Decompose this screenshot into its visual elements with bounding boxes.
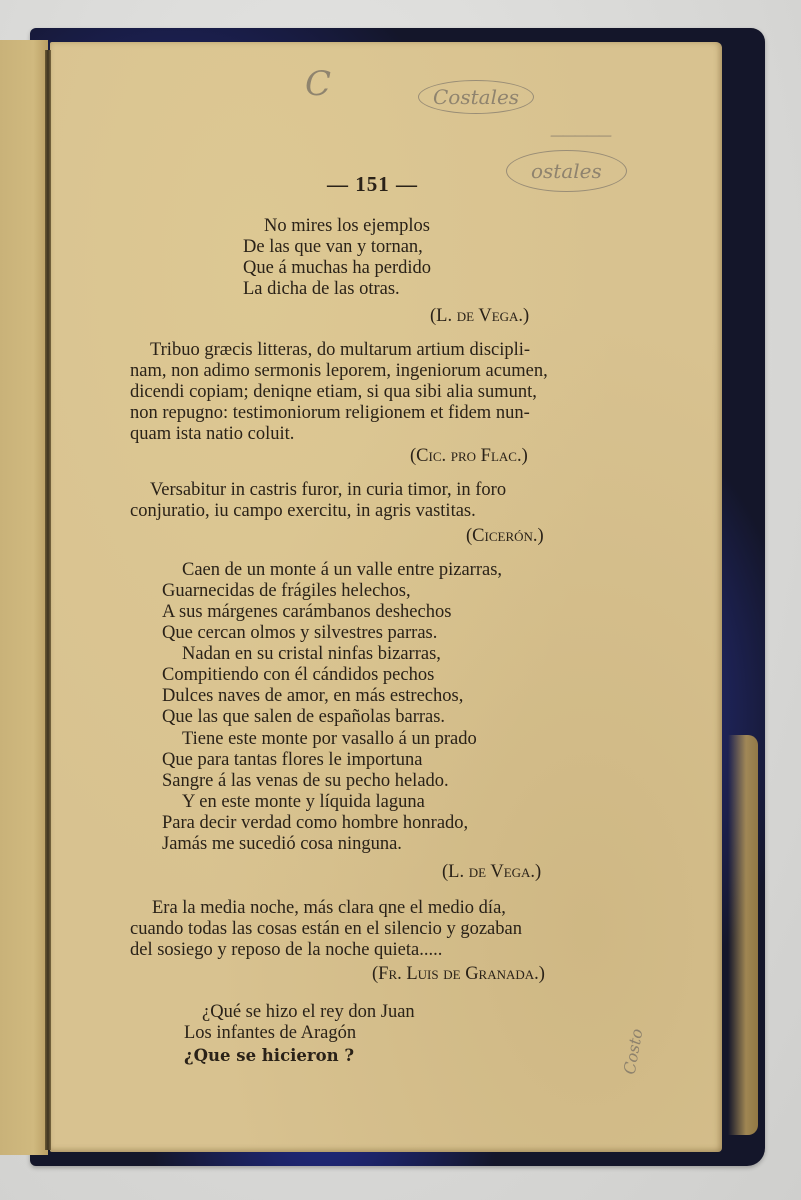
pencil-name-costales-2: ostales xyxy=(506,150,627,192)
attribution: (L. de Vega.) xyxy=(442,862,542,882)
prose-line: Tribuo græcis litteras, do multarum artium discipli- xyxy=(150,340,531,360)
prose-line: Era la media noche, más clara qne el medio día, xyxy=(152,898,506,918)
verse-line: ¿Qué se hizo el rey don Juan xyxy=(202,1002,415,1022)
verse-line: Que las que salen de españolas barras. xyxy=(162,707,446,727)
prose-line: cuando todas las cosas están en el silencio y gozaban xyxy=(130,919,522,939)
verse-line: Caen de un monte á un valle entre pizarras, xyxy=(182,560,503,580)
pencil-name-costales-1: Costales xyxy=(418,80,534,114)
prose-line: conjuratio, iu campo exercitu, in agris vastitas. xyxy=(130,501,476,521)
verse-line: Compitiendo con él cándidos pechos xyxy=(162,665,435,685)
verse-line: Que cercan olmos y silvestres parras. xyxy=(162,623,438,643)
pencil-letter-c: C xyxy=(305,64,332,104)
verse-line: Jamás me sucedió cosa ninguna. xyxy=(162,834,402,854)
verse-line: Tiene este monte por vasallo á un prado xyxy=(182,729,477,749)
verse-line: De las que van y tornan, xyxy=(243,237,423,257)
prose-line: Versabitur in castris furor, in curia timor, in foro xyxy=(150,480,507,500)
page-number: — 151 — xyxy=(327,172,418,196)
attribution: (Cicerón.) xyxy=(466,526,544,546)
pencil-strike-mark: ————— xyxy=(550,128,610,144)
book-gutter xyxy=(45,50,51,1150)
prose-line: dicendi copiam; deniqne etiam, si qua sibi alia sumunt, xyxy=(130,382,537,402)
left-facing-page xyxy=(0,40,48,1155)
attribution: (Cic. pro Flac.) xyxy=(410,446,528,466)
attribution: (L. de Vega.) xyxy=(430,306,530,326)
attribution: (Fr. Luis de Granada.) xyxy=(372,964,545,984)
verse-line: La dicha de las otras. xyxy=(243,279,400,299)
pencil-margin-note: Costo xyxy=(619,1027,647,1076)
worn-cover-edge xyxy=(728,735,758,1135)
verse-line: Que á muchas ha perdido xyxy=(243,258,432,278)
book-page xyxy=(50,42,722,1152)
prose-line: non repugno: testimoniorum religionem et fidem nun- xyxy=(130,403,530,423)
verse-line: Y en este monte y líquida laguna xyxy=(182,792,425,812)
verse-line: Dulces naves de amor, en más estrechos, xyxy=(162,686,464,706)
verse-line: Guarnecidas de frágiles helechos, xyxy=(162,581,411,601)
verse-line: Que para tantas flores le importuna xyxy=(162,750,423,770)
prose-line: quam ista natio coluit. xyxy=(130,424,295,444)
verse-line: Para decir verdad como hombre honrado, xyxy=(162,813,469,833)
verse-line: Sangre á las venas de su pecho helado. xyxy=(162,771,449,791)
verse-line: A sus márgenes carámbanos deshechos xyxy=(162,602,452,622)
verse-line-bold: ¿Que se hicieron ? xyxy=(184,1046,354,1065)
verse-line: Los infantes de Aragón xyxy=(184,1023,357,1043)
verse-line: No mires los ejemplos xyxy=(264,216,430,236)
prose-line: nam, non adimo sermonis leporem, ingeniorum acumen, xyxy=(130,361,548,381)
verse-line: Nadan en su cristal ninfas bizarras, xyxy=(182,644,441,664)
prose-line: del sosiego y reposo de la noche quieta..... xyxy=(130,940,443,960)
